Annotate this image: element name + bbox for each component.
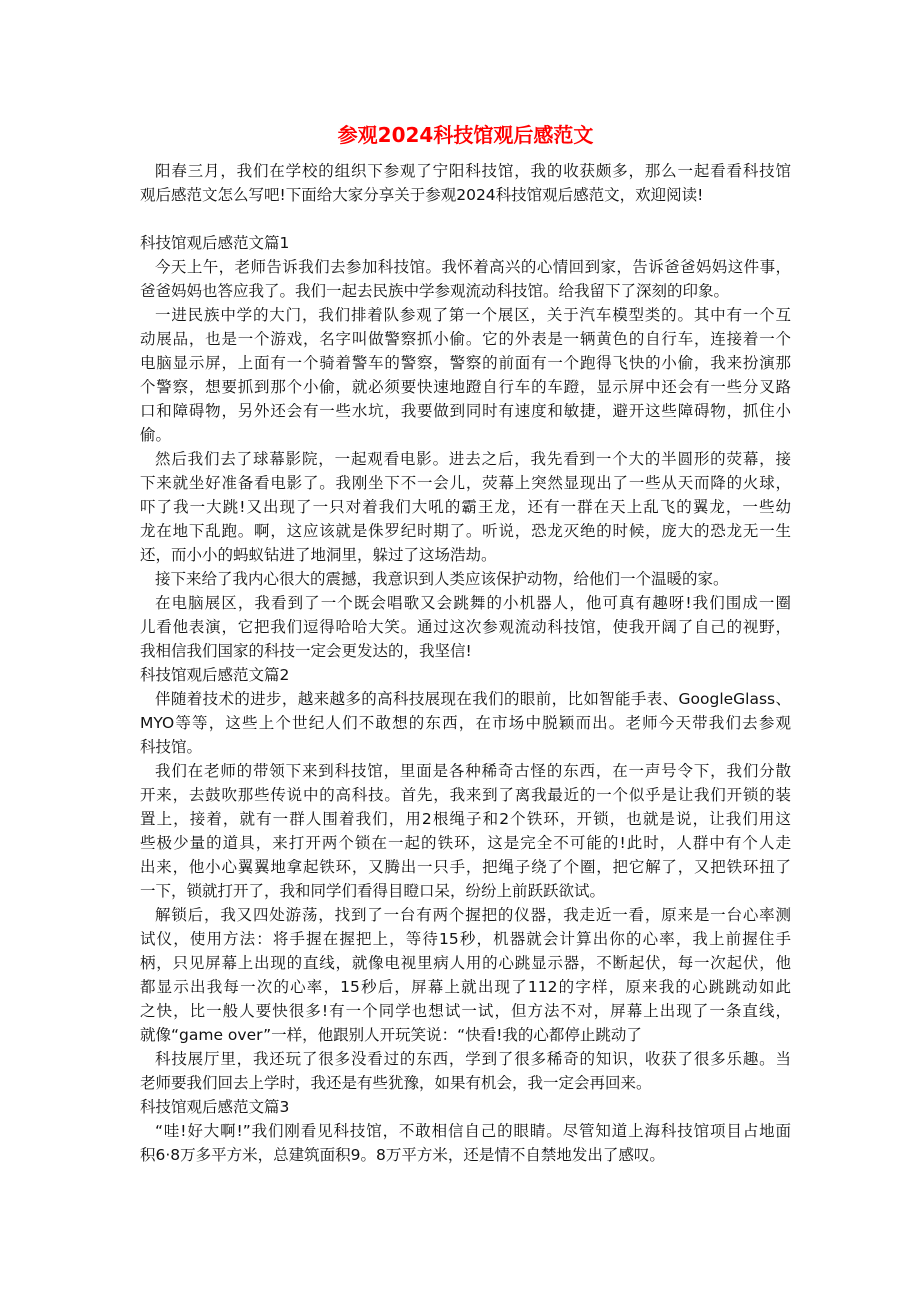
paragraph — [140, 903, 791, 1047]
text-line: 爸爸妈妈也答应我了。我们一起去民族中学参观流动科技馆。给我留下了深刻的印象。 — [140, 282, 730, 300]
text-line: 科技馆。 — [140, 738, 203, 756]
text-line: 观后感范文怎么写吧!下面给大家分享关于参观2024科技馆观后感范文，欢迎阅读! — [140, 186, 704, 204]
text-line: 在电脑展区，我看到了一个既会唱歌又会跳舞的小机器人，他可真有趣呀!我们围成一圈 — [155, 594, 791, 612]
text-line: 老师要我们回去上学时，我还是有些犹豫，如果有机会，我一定会再回来。 — [140, 1074, 652, 1092]
document-title: 参观2024科技馆观后感范文 — [337, 123, 594, 147]
text-line: 之快，比一般人要快很多!有一个同学也想试一试，但方法不对，屏幕上出现了一条直线， — [140, 1002, 791, 1020]
text-line: 试仪，使用方法：将手握在握把上，等待15秒，机器就会计算出你的心率，我上前握住手 — [140, 930, 791, 948]
paragraph — [140, 567, 791, 591]
text-line: 柄，只见屏幕上出现的直线，就像电视里病人用的心跳显示器，不断起伏，每一次起伏，他 — [140, 954, 791, 972]
document-page — [140, 121, 791, 1167]
section-heading: 科技馆观后感范文篇2 — [140, 666, 290, 684]
text-line: 科技展厅里，我还玩了很多没看过的东西，学到了很多稀奇的知识，收获了很多乐趣。当 — [155, 1050, 791, 1068]
text-line: 儿看他表演，它把我们逗得哈哈大笑。通过这次参观流动科技馆，使我开阔了自己的视野， — [140, 618, 791, 636]
text-line: 动展品，也是一个游戏，名字叫做警察抓小偷。它的外表是一辆黄色的自行车，连接着一个 — [140, 330, 791, 348]
paragraph — [140, 759, 791, 903]
essay-section — [140, 1095, 791, 1167]
paragraph — [140, 447, 791, 567]
paragraph — [140, 1119, 791, 1167]
text-line: 些极少量的道具，来打开两个锁在一起的铁环，这是完全不可能的!此时，人群中有个人走 — [140, 834, 791, 852]
text-line: 阳春三月，我们在学校的组织下参观了宁阳科技馆，我的收获颇多，那么一起看看科技馆 — [155, 162, 791, 180]
text-line: 出来，他小心翼翼地拿起铁环，又腾出一只手，把绳子绕了个圈，把它解了，又把铁环扭了 — [140, 858, 791, 876]
text-line: 然后我们去了球幕影院，一起观看电影。进去之后，我先看到一个大的半圆形的荧幕，接 — [155, 450, 791, 468]
text-line: 今天上午，老师告诉我们去参加科技馆。我怀着高兴的心情回到家，告诉爸爸妈妈这件事， — [155, 258, 791, 276]
text-line: 下来就坐好准备看电影了。我刚坐下不一会儿，荧幕上突然显现出了一些从天而降的火球， — [140, 474, 791, 492]
text-line: 就像“game over”一样，他跟别人开玩笑说：“快看!我的心都停止跳动了 — [140, 1026, 642, 1044]
blank-line — [140, 207, 791, 231]
text-line: 个警察，想要抓到那个小偷，就必须要快速地蹬自行车的车蹬，显示屏中还会有一些分叉路 — [140, 378, 791, 396]
essay-section — [140, 663, 791, 1095]
text-line: 我相信我们国家的科技一定会更发达的，我坚信! — [140, 642, 472, 660]
text-line: 还，而小小的蚂蚁钻进了地洞里，躲过了这场浩劫。 — [140, 546, 497, 564]
paragraph — [140, 591, 791, 663]
text-line: 积6·8万多平方米，总建筑面积9。8万平方米，还是情不自禁地发出了感叹。 — [140, 1146, 665, 1164]
text-line: MYO等等，这些上个世纪人们不敢想的东西，在市场中脱颖而出。老师今天带我们去参观 — [140, 714, 791, 732]
paragraph — [140, 255, 791, 303]
paragraph — [140, 303, 791, 447]
section-heading: 科技馆观后感范文篇3 — [140, 1098, 290, 1116]
essay-section — [140, 231, 791, 663]
text-line: 置上，接着，就有一群人围着我们，用2根绳子和2个铁环，开锁，也就是说，让我们用这 — [140, 810, 791, 828]
paragraph — [140, 1047, 791, 1095]
text-line: “哇!好大啊!”我们刚看见科技馆，不敢相信自己的眼睛。尽管知道上海科技馆项目占地面 — [155, 1122, 791, 1140]
section-heading: 科技馆观后感范文篇1 — [140, 234, 290, 252]
intro-paragraph — [140, 159, 791, 207]
text-line: 开来，去鼓吹那些传说中的高科技。首先，我来到了离我最近的一个似乎是让我们开锁的装 — [140, 786, 791, 804]
text-line: 伴随着技术的进步，越来越多的高科技展现在我们的眼前，比如智能手表、GoogleGlass、 — [155, 690, 791, 708]
text-line: 我们在老师的带领下来到科技馆，里面是各种稀奇古怪的东西，在一声号令下，我们分散 — [155, 762, 791, 780]
paragraph — [140, 687, 791, 759]
text-line: 一进民族中学的大门，我们排着队参观了第一个展区，关于汽车模型类的。其中有一个互 — [155, 306, 791, 324]
text-line: 口和障碍物，另外还会有一些水坑，我要做到同时有速度和敏捷，避开这些障碍物，抓住小 — [140, 402, 791, 420]
text-line: 偷。 — [140, 426, 172, 444]
text-line: 一下，锁就打开了，我和同学们看得目瞪口呆，纷纷上前跃跃欲试。 — [140, 882, 606, 900]
text-line: 电脑显示屏，上面有一个骑着警车的警察，警察的前面有一个跑得飞快的小偷，我来扮演那 — [140, 354, 791, 372]
text-line: 接下来给了我内心很大的震撼，我意识到人类应该保护动物，给他们一个温暖的家。 — [155, 570, 729, 588]
text-line: 吓了我一大跳!又出现了一只对着我们大吼的霸王龙，还有一群在天上乱飞的翼龙，一些幼 — [140, 498, 791, 516]
text-line: 龙在地下乱跑。啊，这应该就是侏罗纪时期了。听说，恐龙灭绝的时候，庞大的恐龙无一生 — [140, 522, 791, 540]
text-line: 都显示出我每一次的心率，15秒后，屏幕上就出现了112的字样，原来我的心跳跳动如此 — [140, 978, 791, 996]
text-line: 解锁后，我又四处游荡，找到了一台有两个握把的仪器，我走近一看，原来是一台心率测 — [155, 906, 791, 924]
